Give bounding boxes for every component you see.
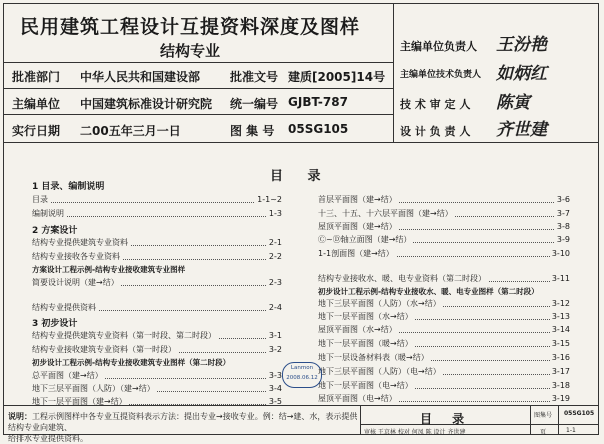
page-label: 页	[540, 429, 547, 436]
toc-entry-page: 3-4	[268, 384, 282, 393]
toc-entry	[318, 221, 570, 232]
atlas-no-label: 图集号	[534, 412, 553, 419]
handwritten-signature: 陈寅	[496, 93, 530, 113]
leader-dots	[32, 216, 282, 217]
toc-entry-title: 地下一层平面图（建→结）	[32, 397, 127, 406]
toc-entry-title: 总平面图（建→结）	[32, 371, 103, 380]
toc-entry-page: 3-6	[556, 195, 570, 204]
toc-entry-page: 2-1	[268, 238, 282, 247]
toc-entry-page: 1-1~2	[257, 195, 282, 204]
toc-entry-page: 3-12	[551, 299, 570, 308]
toc-entry-page: 3-14	[551, 325, 570, 334]
toc-entry	[32, 370, 282, 381]
toc-entry-page: 3-18	[551, 381, 570, 390]
toc-entry-title: 地下三层平面图（人防）（水→结）	[318, 299, 441, 308]
toc-entry-page: 3-5	[268, 397, 282, 406]
toc-entry	[318, 366, 570, 377]
note-text: 工程示例图样中各专业互提资料表示方法：提出专业→接收专业。例：结→建、水，表示提供结构专业向建筑、	[8, 412, 358, 432]
atlas-no: 05SG105	[564, 410, 595, 417]
stamp-text: Lanmon	[290, 365, 314, 371]
toc-entry-page: 3-15	[551, 339, 570, 348]
footer-divider	[3, 405, 599, 406]
toc-entry-title: 屋顶平面图（水→结）	[318, 325, 397, 334]
toc-entry-page: 3-19	[551, 394, 570, 403]
stamp-date: 2008.06.12	[286, 375, 318, 381]
header-divider	[3, 114, 393, 115]
toc-section-heading: 1 目录、编制说明	[32, 182, 105, 192]
atlas-title: 民用建筑工程设计互提资料深度及图样	[19, 16, 360, 38]
toc-entry	[318, 194, 570, 205]
toc-entry-title: 屋顶平面图（建→结）	[318, 222, 397, 231]
toc-subheading: 方案设计工程示例-结构专业接收建筑专业图样	[32, 265, 186, 274]
toc-subheading: 初步设计工程示例-结构专业接收建筑专业图样（第二时段）	[32, 358, 231, 367]
note-label: 说明：	[8, 412, 32, 421]
toc-entry-page: 3-13	[551, 312, 570, 321]
toc-entry-page: 3-16	[551, 353, 570, 362]
meta-value: 二00五年三月一日	[80, 124, 181, 138]
toc-entry-page: 3-7	[556, 209, 570, 218]
toc-entry	[318, 248, 570, 259]
toc-entry-page: 3-3	[268, 371, 282, 380]
footer-vertical-divider	[360, 405, 361, 435]
toc-entry	[318, 311, 570, 322]
toc-entry-title: 地下一层设备材料表（暖→结）	[318, 353, 429, 362]
meta-label: 主编单位	[12, 97, 61, 111]
toc-entry-page: 3-8	[556, 222, 570, 231]
leader-dots	[32, 202, 282, 203]
header-bottom-line	[3, 142, 599, 143]
toc-title: 目 录	[270, 169, 331, 184]
toc-entry-title: 地下三层平面图（人防）（电→结）	[318, 367, 441, 376]
toc-entry-title: 结构专业提供建筑专业资料（第一时段、第二时段）	[32, 331, 216, 340]
toc-section-heading: 3 初步设计	[32, 319, 78, 329]
toc-entry-title: 目录	[32, 195, 48, 204]
toc-entry	[318, 298, 570, 309]
toc-entry	[318, 208, 570, 219]
explanatory-note	[8, 411, 358, 444]
toc-entry-page: 3-11	[551, 274, 570, 283]
toc-entry	[32, 330, 282, 341]
toc-entry	[32, 208, 282, 219]
toc-entry	[318, 234, 570, 245]
toc-section-heading: 2 方案设计	[32, 226, 78, 236]
toc-entry	[32, 302, 282, 313]
meta-label: 统一编号	[230, 97, 279, 111]
meta-label: 批准文号	[230, 70, 279, 84]
toc-entry-title: 屋顶平面图（电→结）	[318, 394, 397, 403]
toc-entry	[318, 352, 570, 363]
toc-entry-title: 地下一层平面图（暖→结）	[318, 339, 413, 348]
toc-entry	[318, 393, 570, 404]
signoff-role: 设 计 负 责 人	[400, 125, 471, 138]
meta-value: 05SG105	[288, 122, 349, 136]
toc-entry-title: 结构专业接收水、暖、电专业资料（第二时段）	[318, 274, 486, 283]
header-vertical-divider	[393, 3, 394, 142]
meta-value: GJBT-787	[288, 95, 348, 109]
meta-value: 中华人民共和国建设部	[80, 70, 201, 84]
toc-entry-page: 3-2	[268, 345, 282, 354]
header-divider	[3, 62, 393, 63]
handwritten-signature: 王汾艳	[496, 35, 547, 55]
toc-entry-page: 3-9	[556, 235, 570, 244]
header-divider	[3, 88, 393, 89]
toc-entry-title: 十三、十五、十六层平面图（建→结）	[318, 209, 453, 218]
library-stamp	[282, 362, 322, 388]
toc-entry-title: 简要设计说明（建→结）	[32, 278, 119, 287]
toc-entry-page: 3-1	[268, 331, 282, 340]
toc-entry-title: 首层平面图（建→结）	[318, 195, 397, 204]
titleblock-divider	[558, 405, 559, 435]
toc-entry-title: 结构专业接收建筑专业资料（第一时段）	[32, 345, 176, 354]
toc-entry-title: 地下一层平面图（电→结）	[318, 381, 413, 390]
signoff-role: 技 术 审 定 人	[400, 98, 471, 111]
toc-entry-page: 3-17	[551, 367, 570, 376]
meta-label: 批准部门	[12, 70, 61, 84]
toc-entry	[318, 273, 570, 284]
toc-entry	[32, 344, 282, 355]
meta-value: 中国建筑标准设计研究院	[80, 97, 213, 111]
toc-entry	[318, 338, 570, 349]
signoff-role: 主编单位技术负责人	[400, 70, 482, 80]
toc-entry-page: 3-10	[551, 249, 570, 258]
toc-entry	[32, 277, 282, 288]
meta-label: 图 集 号	[230, 124, 275, 138]
toc-entry-title: 1-1剖面图（建→结）	[318, 249, 394, 258]
note-text: 给排水专业提供资料。	[8, 434, 88, 443]
toc-entry-title: 结构专业接收各专业资料	[32, 252, 120, 261]
page-no: 1-1	[566, 427, 576, 434]
titleblock-divider	[530, 405, 531, 435]
toc-entry-page: 2-3	[268, 278, 282, 287]
toc-entry-page: 2-4	[268, 303, 282, 312]
meta-label: 实行日期	[12, 124, 61, 138]
titleblock-title: 目 录	[420, 412, 473, 426]
atlas-subtitle: 结构专业	[159, 42, 220, 60]
titleblock-divider	[360, 424, 599, 425]
toc-entry-title: 结构专业提供资料	[32, 303, 96, 312]
toc-entry-title: 地下一层平面图（水→结）	[318, 312, 413, 321]
handwritten-signature: 齐世建	[496, 120, 547, 140]
toc-entry	[32, 237, 282, 248]
toc-subheading: 初步设计工程示例-结构专业接收水、暖、电专业图样（第二时段）	[318, 287, 539, 296]
toc-entry-title: 编制说明	[32, 209, 64, 218]
toc-entry-page: 1-3	[268, 209, 282, 218]
review-row: 审核 王京林 校对 何凤 陈 设计 齐世建	[364, 429, 466, 436]
toc-entry	[32, 383, 282, 394]
toc-entry-title: 结构专业提供建筑专业资料	[32, 238, 128, 247]
toc-entry-title: 地下三层平面图（人防）（建→结）	[32, 384, 155, 393]
toc-entry	[32, 194, 282, 205]
meta-value: 建质[2005]14号	[288, 70, 386, 84]
handwritten-signature: 如炳红	[496, 64, 547, 84]
signoff-role: 主编单位负责人	[400, 40, 477, 53]
toc-entry	[32, 251, 282, 262]
toc-entry-title: Ⓒ~Ⓓ轴立面图（建→结）	[318, 235, 412, 244]
toc-entry-page: 2-2	[268, 252, 282, 261]
toc-entry	[318, 380, 570, 391]
toc-entry	[318, 324, 570, 335]
